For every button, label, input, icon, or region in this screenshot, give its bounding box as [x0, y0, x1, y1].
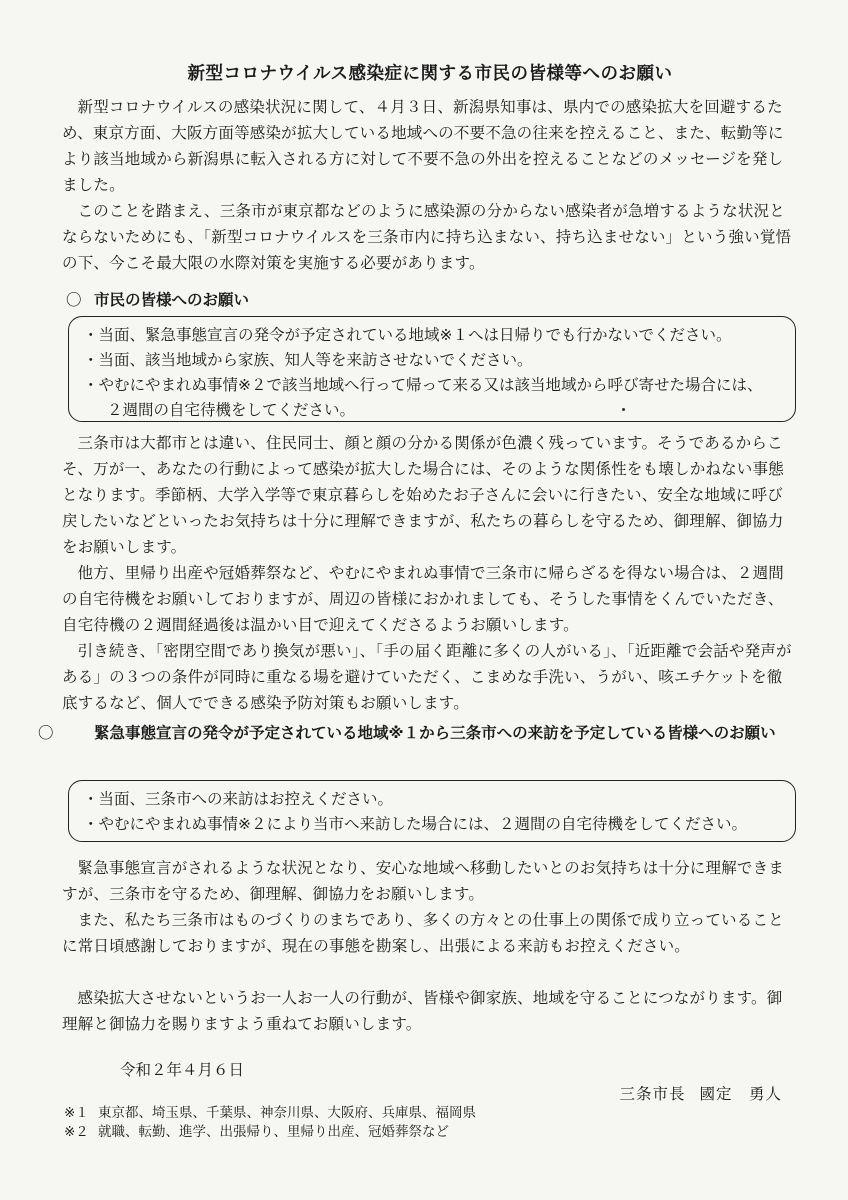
section2-paragraph-1: 緊急事態宣言がされるような状況となり、安心な地域へ移動したいとのお気持ちは十分に理解できますが、三条市を守るため、御理解、御協力をお願いします。 [62, 859, 785, 903]
signature [619, 1082, 782, 1104]
section1-request-box [68, 316, 796, 422]
signature-position: 三条市長 [619, 1085, 686, 1103]
section1-box-item: ２週間の自宅待機をしてください。 [107, 401, 356, 419]
section1-box-item: ・当面、緊急事態宣言の発令が予定されている地域※１へは日帰りでも行かないでください。 [83, 326, 732, 344]
section1-paragraph-3: 引き続き、「密閉空間であり換気が悪い」、「手の届く距離に多くの人がいる」、「近距離で会話や発声がある」の３つの条件が同時に重なる場を避けていただく、こまめな手洗い、うがい、咳エチケットを徹底するなど、個人でできる感染予防対策もお願いします。 [62, 642, 792, 712]
footnote [64, 1104, 476, 1123]
section1-box-item: ・当面、該当地域から家族、知人等を来訪させないでください。 [83, 351, 533, 369]
footnote [64, 1123, 476, 1142]
circle-bullet-icon: 〇 [38, 724, 54, 742]
circle-bullet-icon: 〇 [66, 291, 82, 309]
intro-paragraph-2: このことを踏まえ、三条市が東京都などのように感染源の分からない感染者が急増するような状況とならないためにも、「新型コロナウイルスを三条市内に持ち込まない、持ち込ませない」という強い覚悟の下、今こそ最大限の水際対策を実施する必要があります。 [62, 202, 792, 272]
section1-paragraph-1: 三条市は大都市とは違い、住民同士、顔と顔の分かる関係が色濃く残っています。そうであるからこそ、万が一、あなたの行動によって感染が拡大した場合には、そのような関係性をも壊しかねない事態となります。季節柄、大学入学等で東京暮らしを始めたお子さんに会いに行きたい、安全な地域に呼び戻したいなどといったお気持ちは十分に理解できますが、私たちの暮らしを守るため、御理解、御協力をお願いします。 [62, 434, 784, 556]
section2-paragraph-2: また、私たち三条市はものづくりのまちであり、多くの方々との仕事上の関係で成り立っていることに常日頃感謝しておりますが、現在の事態を勘案し、出張による来訪もお控えください。 [62, 911, 784, 955]
scan-speck [622, 408, 625, 411]
footnote-text: 就職、転勤、進学、出張帰り、里帰り出産、冠婚葬祭など [98, 1124, 449, 1140]
section2-box-item: ・やむにやまれぬ事情※２により当市へ来訪した場合には、２週間の自宅待機をしてください。 [83, 815, 747, 833]
section1-heading [66, 287, 796, 313]
footnote-mark: ※１ [64, 1105, 89, 1121]
section2-request-box [68, 780, 796, 842]
footnote-mark: ※２ [64, 1124, 89, 1140]
issue-date: 令和２年４月６日 [120, 1061, 245, 1079]
page-title: 新型コロナウイルス感染症に関する市民の皆様等へのお願い [187, 64, 673, 84]
signature-name: 國定 勇人 [699, 1085, 782, 1103]
footnote-text: 東京都、埼玉県、千葉県、神奈川県、大阪府、兵庫県、福岡県 [98, 1105, 476, 1121]
section2-heading-text: 緊急事態宣言の発令が予定されている地域※１から三条市への来訪を予定している皆様へのお願い [94, 724, 776, 742]
section1-paragraph-2: 他方、里帰り出産や冠婚葬祭など、やむにやまれぬ事情で三条市に帰らざるを得ない場合は、２週間の自宅待機をお願いしておりますが、周辺の皆様におかれましても、そうした事情をくんでいただき、自宅待機の２週間経過後は温かい目で迎えてくださるようお願いします。 [62, 564, 785, 634]
closing-paragraph: 感染拡大させないというお一人お一人の行動が、皆様や御家族、地域を守ることにつながります。御理解と御協力を賜りますよう重ねてお願いします。 [62, 989, 783, 1033]
section1-heading-text: 市民の皆様へのお願い [94, 291, 250, 309]
section1-box-item: ・やむにやまれぬ事情※２で該当地域へ行って帰って来る又は該当地域から呼び寄せた場合には、 [83, 376, 763, 394]
section2-box-item: ・当面、三条市への来訪はお控えください。 [83, 790, 394, 808]
section2-heading [38, 720, 824, 746]
footnotes [64, 1104, 476, 1142]
intro-paragraph-1: 新型コロナウイルスの感染状況に関して、４月３日、新潟県知事は、県内での感染拡大を回避するため、東京方面、大阪方面等感染が拡大している地域への不要不急の往来を控えること、また、転勤等により該当地域から新潟県に転入される方に対して不要不急の外出を控えることなどのメッセージを発しました。 [62, 98, 784, 194]
